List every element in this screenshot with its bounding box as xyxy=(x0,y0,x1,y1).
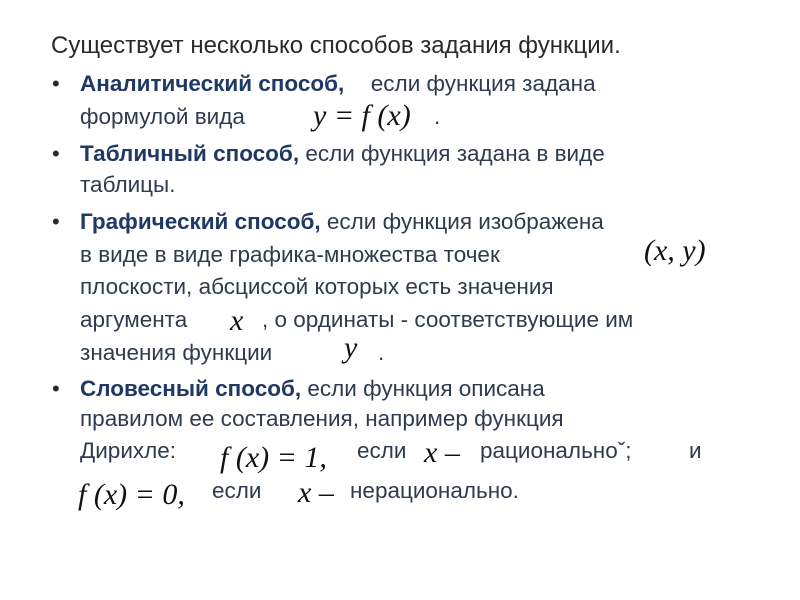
bullet-3-line-2: в виде в виде графика-множества точек xyxy=(80,242,500,267)
formula-dirichlet-one: f (x) = 1, xyxy=(220,441,327,474)
bullet-3-line-4-text: аргумента xyxy=(80,307,188,332)
bullet-dot: • xyxy=(52,376,60,401)
bullet-4-line-2: правилом ее составления, например функция xyxy=(80,406,564,431)
bullet-4-text: если функция описана xyxy=(307,376,545,401)
bullet-4-and: и xyxy=(689,438,702,463)
bullet-4-line-3-text: Дирихле: xyxy=(80,438,177,463)
formula-y-eq-f-x: y = f (x) xyxy=(313,99,411,132)
bullet-4-irrational: нерационально. xyxy=(350,478,519,503)
bullet-3-line-3: плоскости, абсциссой которых есть значения xyxy=(80,274,554,299)
formula-var-x: x xyxy=(230,304,244,337)
bullet-3-line-1 xyxy=(80,208,604,236)
bullet-2-title: Табличный способ, xyxy=(80,141,300,166)
formula-var-y: y xyxy=(344,331,358,364)
formula-x-dash-1: x – xyxy=(424,436,460,469)
bullet-1-line-1 xyxy=(80,70,596,98)
bullet-4-if-1: если xyxy=(357,438,407,463)
bullet-4-title: Словесный способ, xyxy=(80,376,302,401)
bullet-1-title: Аналитический способ, xyxy=(80,71,345,96)
bullet-1-text: если функция задана xyxy=(370,71,596,96)
bullet-1-period: . xyxy=(434,104,441,129)
bullet-3-line-4-rest: , о ординаты - соответствующие им xyxy=(262,307,634,332)
bullet-dot: • xyxy=(52,71,60,96)
bullet-3-line-5-text: значения функции xyxy=(80,340,273,365)
slide-heading: Существует несколько способов задания функции. xyxy=(51,32,621,59)
bullet-1-line-2-text: формулой вида xyxy=(80,104,245,129)
bullet-2-line-1 xyxy=(80,140,605,168)
bullet-2-line-2: таблицы. xyxy=(80,172,176,197)
bullet-3-title: Графический способ, xyxy=(80,209,321,234)
formula-x-dash-2: x – xyxy=(298,476,334,509)
formula-point-xy: (x, y) xyxy=(644,234,706,267)
bullet-dot: • xyxy=(52,141,60,166)
bullet-3-period: . xyxy=(378,340,385,365)
bullet-2-text: если функция задана в виде xyxy=(305,141,605,166)
bullet-dot: • xyxy=(52,209,60,234)
bullet-4-if-2: если xyxy=(212,478,262,503)
bullet-3-text: если функция изображена xyxy=(326,209,604,234)
bullet-4-line-1 xyxy=(80,375,545,403)
formula-dirichlet-zero: f (x) = 0, xyxy=(78,478,185,511)
bullet-4-rational: рациональноˇ; xyxy=(480,438,632,463)
